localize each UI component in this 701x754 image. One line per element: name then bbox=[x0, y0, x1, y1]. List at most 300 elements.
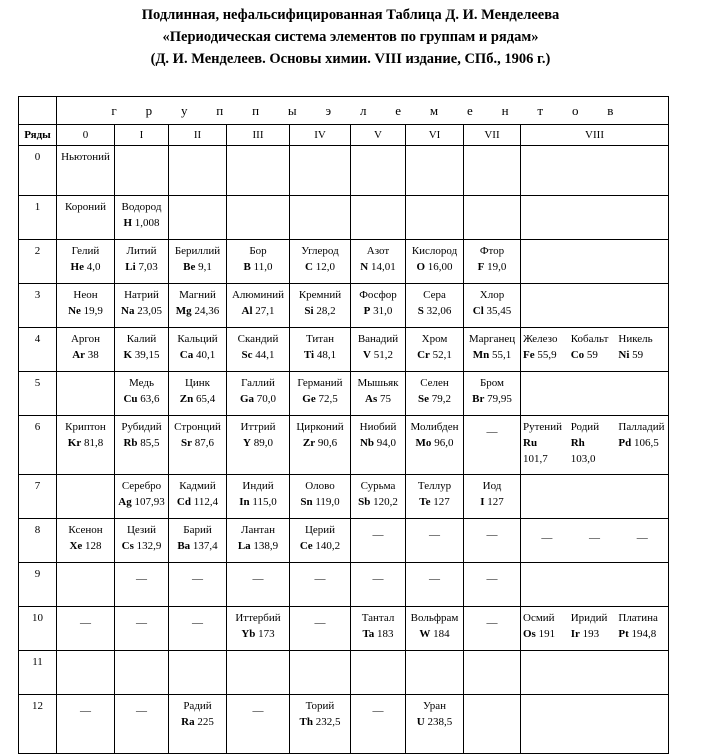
element-cell bbox=[227, 284, 290, 328]
element-symbol: Cd bbox=[176, 496, 191, 508]
empty-dash: — bbox=[636, 532, 648, 544]
element bbox=[169, 695, 226, 730]
atomic-mass: 12,0 bbox=[315, 261, 335, 273]
element-cell bbox=[57, 475, 115, 519]
atomic-mass: 4,0 bbox=[86, 261, 101, 273]
element-symbol: Si bbox=[304, 305, 314, 317]
element-name: Хром bbox=[421, 333, 448, 345]
element-symbol-mass bbox=[229, 435, 287, 451]
atomic-mass: 63,6 bbox=[140, 393, 160, 405]
element-symbol-mass bbox=[466, 259, 518, 275]
element-cell bbox=[406, 695, 464, 754]
atomic-mass: 232,5 bbox=[315, 716, 341, 728]
table-row bbox=[19, 651, 669, 695]
element-cell bbox=[57, 146, 115, 196]
element-cell bbox=[351, 695, 406, 754]
element-cell bbox=[115, 416, 169, 475]
group-letter: н bbox=[501, 102, 509, 118]
row-number: 6 bbox=[19, 416, 57, 475]
element-symbol-mass bbox=[171, 714, 224, 730]
group-letter: ы bbox=[287, 102, 297, 118]
group-viii-cell bbox=[521, 196, 669, 240]
atomic-mass-line bbox=[523, 451, 571, 467]
atomic-mass: 52,1 bbox=[432, 349, 452, 361]
element-name: Алюминий bbox=[231, 289, 284, 301]
atomic-mass: 1,008 bbox=[134, 217, 160, 229]
element-cell bbox=[227, 519, 290, 563]
atomic-mass: 9,1 bbox=[198, 261, 212, 273]
element bbox=[290, 240, 350, 275]
element-name: Хлор bbox=[479, 289, 505, 301]
header-numbers-row bbox=[19, 125, 669, 146]
element-name: Цирконий bbox=[296, 421, 344, 433]
element-symbol-mass bbox=[408, 259, 461, 275]
atomic-mass: 81,8 bbox=[83, 437, 104, 449]
atomic-mass: 127 bbox=[433, 496, 450, 508]
element-symbol: Ru bbox=[523, 437, 538, 449]
atomic-mass: 184 bbox=[433, 628, 450, 640]
group-viii-cell bbox=[521, 372, 669, 416]
element-name: Короний bbox=[65, 201, 106, 213]
element-symbol: Cs bbox=[121, 540, 134, 552]
element-cell bbox=[290, 475, 351, 519]
atomic-mass: 24,36 bbox=[194, 305, 220, 317]
element-cell bbox=[227, 651, 290, 695]
group-viii-cell bbox=[521, 563, 669, 607]
element bbox=[351, 240, 405, 275]
atomic-mass: 59 bbox=[586, 349, 598, 361]
element bbox=[227, 607, 289, 642]
element-symbol: Kr bbox=[67, 437, 82, 449]
element-name: Лантан bbox=[241, 524, 275, 536]
element-name: Иридий bbox=[570, 612, 608, 624]
element-name: Вольфрам bbox=[410, 612, 459, 624]
element-name: Кобальт bbox=[570, 333, 609, 345]
atomic-mass: 59 bbox=[632, 349, 644, 361]
empty-dash: — bbox=[486, 426, 498, 438]
element-symbol-mass bbox=[408, 303, 461, 319]
element-cell bbox=[464, 607, 521, 651]
group-viii-cell bbox=[521, 240, 669, 284]
element-symbol: Pd bbox=[618, 437, 632, 449]
element-name: Теллур bbox=[417, 480, 452, 492]
element bbox=[406, 372, 463, 407]
element bbox=[169, 284, 226, 319]
element-cell bbox=[406, 651, 464, 695]
group-viii-dashes bbox=[521, 519, 668, 546]
group-viii-cell bbox=[521, 607, 669, 651]
element bbox=[57, 146, 114, 165]
element-cell bbox=[227, 372, 290, 416]
empty-dash: — bbox=[192, 617, 203, 629]
element-symbol-mass bbox=[618, 626, 666, 642]
element-symbol: Ti bbox=[303, 349, 315, 361]
element-cell bbox=[464, 416, 521, 475]
element bbox=[406, 240, 463, 275]
element-symbol-mass bbox=[292, 435, 348, 451]
element-cell bbox=[351, 607, 406, 651]
element-cell bbox=[290, 240, 351, 284]
element-name: Никель bbox=[618, 333, 653, 345]
element-name: Кадмий bbox=[179, 480, 216, 492]
atomic-mass: 44,1 bbox=[255, 349, 275, 361]
element-name: Селен bbox=[420, 377, 449, 389]
atomic-mass: 137,4 bbox=[192, 540, 218, 552]
element-symbol-mass bbox=[292, 714, 348, 730]
empty-dash: — bbox=[314, 573, 326, 585]
element-name: Ниобий bbox=[359, 421, 397, 433]
empty-dash: — bbox=[486, 529, 498, 541]
atomic-mass: 14,01 bbox=[370, 261, 396, 273]
title-block bbox=[0, 0, 701, 70]
element-cell bbox=[406, 563, 464, 607]
element bbox=[115, 372, 168, 407]
element bbox=[115, 519, 168, 554]
element-symbol-mass bbox=[229, 626, 287, 642]
element-name: Ксенон bbox=[68, 524, 103, 536]
element-symbol-mass bbox=[171, 538, 224, 554]
element-name: Иттербий bbox=[235, 612, 281, 624]
element bbox=[571, 331, 619, 363]
atomic-mass: 115,0 bbox=[252, 496, 277, 508]
element bbox=[406, 284, 463, 319]
element-symbol: Br bbox=[472, 393, 485, 405]
element bbox=[351, 284, 405, 319]
group-viii-elements bbox=[521, 416, 668, 467]
element-cell bbox=[406, 475, 464, 519]
element bbox=[406, 416, 463, 451]
element-symbol-mass bbox=[523, 626, 571, 642]
empty-dash: — bbox=[136, 705, 147, 717]
empty-dash: — bbox=[136, 617, 147, 629]
element bbox=[351, 607, 405, 642]
atomic-mass: 55,1 bbox=[492, 349, 512, 361]
element bbox=[351, 372, 405, 407]
element-symbol: Ba bbox=[177, 540, 191, 552]
row-number: 3 bbox=[19, 284, 57, 328]
atomic-mass: 85,5 bbox=[140, 437, 160, 449]
element bbox=[290, 372, 350, 407]
element bbox=[57, 328, 114, 363]
atomic-mass: 238,5 bbox=[427, 716, 453, 728]
row-number: 2 bbox=[19, 240, 57, 284]
element-symbol: Cr bbox=[417, 349, 430, 361]
element-cell bbox=[406, 328, 464, 372]
empty-dash: — bbox=[136, 573, 147, 585]
atomic-mass: 40,1 bbox=[195, 349, 216, 361]
table-row bbox=[19, 284, 669, 328]
element-symbol: K bbox=[123, 349, 133, 361]
element-symbol-mass bbox=[229, 347, 287, 363]
element-symbol-mass bbox=[117, 435, 166, 451]
element-name: Галлий bbox=[241, 377, 275, 389]
element-symbol-mass bbox=[408, 626, 461, 642]
element-cell bbox=[57, 284, 115, 328]
element-cell bbox=[227, 563, 290, 607]
element-cell bbox=[169, 196, 227, 240]
element-symbol: Ne bbox=[68, 305, 81, 317]
element-symbol: Rb bbox=[123, 437, 138, 449]
table-row bbox=[19, 240, 669, 284]
element-symbol-mass bbox=[292, 259, 348, 275]
element-cell bbox=[351, 563, 406, 607]
element-cell bbox=[351, 146, 406, 196]
table-row bbox=[19, 416, 669, 475]
element bbox=[351, 416, 405, 451]
group-letter: м bbox=[429, 102, 439, 118]
group-letter: е bbox=[466, 102, 473, 118]
element-symbol-mass bbox=[353, 303, 403, 319]
element-symbol: He bbox=[70, 261, 84, 273]
element-cell bbox=[227, 475, 290, 519]
atomic-mass: 23,05 bbox=[137, 305, 162, 317]
element-cell bbox=[290, 563, 351, 607]
atomic-mass-line bbox=[571, 451, 619, 467]
element bbox=[227, 372, 289, 407]
element bbox=[57, 240, 114, 275]
empty-dash: — bbox=[429, 573, 440, 585]
table-row bbox=[19, 328, 669, 372]
element-name: Цинк bbox=[184, 377, 211, 389]
element-cell bbox=[464, 240, 521, 284]
element-name: Палладий bbox=[618, 421, 665, 433]
element-cell bbox=[351, 196, 406, 240]
element-symbol-mass bbox=[523, 347, 571, 363]
element-symbol: Y bbox=[243, 437, 251, 449]
element-cell bbox=[351, 475, 406, 519]
element-name: Рубидий bbox=[121, 421, 162, 433]
element-cell bbox=[227, 240, 290, 284]
element-symbol-mass bbox=[408, 435, 461, 451]
element-symbol-mass bbox=[229, 494, 287, 510]
element-cell bbox=[169, 146, 227, 196]
element-cell bbox=[115, 695, 169, 754]
element-name: Серебро bbox=[121, 480, 162, 492]
element-symbol: Se bbox=[418, 393, 429, 405]
element-name: Медь bbox=[129, 377, 154, 389]
element bbox=[227, 475, 289, 510]
element-cell bbox=[115, 607, 169, 651]
element bbox=[290, 475, 350, 510]
element-cell bbox=[115, 240, 169, 284]
element-symbol-mass bbox=[353, 435, 403, 451]
table-row bbox=[19, 563, 669, 607]
element-name: Бром bbox=[479, 377, 505, 389]
element-name: Мышьяк bbox=[357, 377, 399, 389]
element-symbol-mass bbox=[117, 347, 166, 363]
group-number-IV: IV bbox=[290, 125, 351, 146]
element-cell bbox=[406, 372, 464, 416]
group-number-V: V bbox=[351, 125, 406, 146]
element-cell bbox=[464, 563, 521, 607]
atomic-mass: 65,4 bbox=[195, 393, 216, 405]
element bbox=[115, 196, 168, 231]
atomic-mass: 16,00 bbox=[427, 261, 453, 273]
element-cell bbox=[290, 519, 351, 563]
element bbox=[169, 475, 226, 510]
element-name: Индий bbox=[242, 480, 274, 492]
atomic-mass: 51,2 bbox=[373, 349, 393, 361]
element-symbol-mass bbox=[117, 538, 166, 554]
element-name: Криптон bbox=[65, 421, 106, 433]
element-cell bbox=[115, 651, 169, 695]
element bbox=[227, 240, 289, 275]
row-number: 12 bbox=[19, 695, 57, 754]
empty-dash: — bbox=[314, 617, 326, 629]
element-symbol-mass bbox=[571, 435, 619, 451]
atomic-mass: 128 bbox=[85, 540, 102, 552]
element-symbol-mass bbox=[229, 538, 287, 554]
element-cell bbox=[115, 475, 169, 519]
element-symbol: La bbox=[237, 540, 251, 552]
element bbox=[57, 416, 114, 451]
group-letter: у bbox=[180, 102, 188, 118]
atomic-mass: 19,0 bbox=[487, 261, 507, 273]
element-symbol: Zn bbox=[179, 393, 194, 405]
element-cell bbox=[464, 651, 521, 695]
header-corner bbox=[19, 97, 57, 125]
element bbox=[115, 240, 168, 275]
element-cell bbox=[227, 416, 290, 475]
element bbox=[464, 372, 520, 407]
atomic-mass: 138,9 bbox=[253, 540, 279, 552]
atomic-mass: 119,0 bbox=[315, 496, 340, 508]
atomic-mass: 19,9 bbox=[83, 305, 103, 317]
element bbox=[571, 610, 619, 642]
element-name: Азот bbox=[366, 245, 390, 257]
atomic-mass: 191 bbox=[538, 628, 556, 640]
element bbox=[290, 519, 350, 554]
table-row bbox=[19, 519, 669, 563]
atomic-mass: 96,0 bbox=[434, 437, 454, 449]
element bbox=[227, 416, 289, 451]
element-cell bbox=[169, 475, 227, 519]
element-cell bbox=[464, 328, 521, 372]
element-symbol-mass bbox=[353, 259, 403, 275]
element-cell bbox=[406, 196, 464, 240]
element-cell bbox=[351, 651, 406, 695]
group-letter: г bbox=[111, 102, 117, 118]
atomic-mass: 28,2 bbox=[316, 305, 336, 317]
element-cell bbox=[57, 240, 115, 284]
element-symbol-mass bbox=[229, 391, 287, 407]
element-symbol: Ge bbox=[302, 393, 316, 405]
element-cell bbox=[406, 146, 464, 196]
header-groups-row bbox=[19, 97, 669, 125]
element bbox=[464, 284, 520, 319]
element-name: Цезий bbox=[126, 524, 157, 536]
element bbox=[290, 695, 350, 730]
element-symbol-mass bbox=[408, 494, 461, 510]
element-symbol-mass bbox=[353, 626, 403, 642]
element-cell bbox=[169, 695, 227, 754]
group-viii-cell bbox=[521, 519, 669, 563]
element-name: Иттрий bbox=[240, 421, 276, 433]
table-row bbox=[19, 475, 669, 519]
element-symbol: Ra bbox=[181, 716, 195, 728]
element-name: Литий bbox=[126, 245, 157, 257]
atomic-mass: 132,9 bbox=[136, 540, 162, 552]
group-letter: р bbox=[145, 102, 153, 118]
element-cell bbox=[169, 372, 227, 416]
element-name: Бор bbox=[249, 245, 267, 257]
element-symbol-mass bbox=[292, 347, 348, 363]
element-cell bbox=[351, 519, 406, 563]
element bbox=[169, 240, 226, 275]
element-symbol: Ni bbox=[618, 349, 630, 361]
element bbox=[618, 331, 666, 363]
element-symbol: In bbox=[239, 496, 250, 508]
element-cell bbox=[57, 695, 115, 754]
element-cell bbox=[169, 519, 227, 563]
empty-dash: — bbox=[252, 705, 264, 717]
element-symbol: Os bbox=[523, 628, 536, 640]
element-symbol: Sb bbox=[358, 496, 371, 508]
element-symbol: Ir bbox=[570, 628, 580, 640]
empty-dash: — bbox=[372, 705, 384, 717]
element-name: Кислород bbox=[411, 245, 458, 257]
element-name: Платина bbox=[618, 612, 658, 624]
element-name: Церий bbox=[304, 524, 336, 536]
group-number-III: III bbox=[227, 125, 290, 146]
element-cell bbox=[57, 563, 115, 607]
element-symbol-mass bbox=[353, 391, 403, 407]
element-name: Олово bbox=[305, 480, 335, 492]
atomic-mass: 173 bbox=[258, 628, 275, 640]
atomic-mass: 90,6 bbox=[317, 437, 338, 449]
element-cell bbox=[464, 475, 521, 519]
row-number: 0 bbox=[19, 146, 57, 196]
element-name: Калий bbox=[126, 333, 157, 345]
element-symbol: Sc bbox=[241, 349, 253, 361]
element-symbol: Mn bbox=[472, 349, 490, 361]
element-cell bbox=[227, 146, 290, 196]
periodic-table bbox=[18, 96, 669, 754]
group-letter: п bbox=[252, 102, 260, 118]
atomic-mass: 75 bbox=[379, 393, 391, 405]
element-cell bbox=[115, 328, 169, 372]
element-symbol: Cu bbox=[123, 393, 138, 405]
element bbox=[523, 610, 571, 642]
element-symbol-mass bbox=[117, 215, 166, 231]
atomic-mass: 79,95 bbox=[487, 393, 512, 405]
element-symbol: U bbox=[416, 716, 425, 728]
element-cell bbox=[57, 607, 115, 651]
element-name: Фосфор bbox=[359, 289, 397, 301]
element-cell bbox=[169, 240, 227, 284]
empty-dash: — bbox=[429, 529, 440, 541]
element-symbol-mass bbox=[571, 626, 619, 642]
empty-dash: — bbox=[541, 532, 553, 544]
row-number: 5 bbox=[19, 372, 57, 416]
group-viii-cell bbox=[521, 475, 669, 519]
element bbox=[169, 328, 226, 363]
atomic-mass: 194,8 bbox=[631, 628, 657, 640]
element-symbol-mass bbox=[171, 259, 224, 275]
element-symbol-mass bbox=[618, 435, 666, 451]
group-viii-cell bbox=[521, 284, 669, 328]
atomic-mass: 31,0 bbox=[373, 305, 393, 317]
element-cell bbox=[290, 372, 351, 416]
element-symbol: Ca bbox=[179, 349, 194, 361]
element-symbol-mass bbox=[408, 347, 461, 363]
element-symbol-mass bbox=[171, 391, 224, 407]
element-symbol: H bbox=[123, 217, 133, 229]
atomic-mass: 32,06 bbox=[426, 305, 452, 317]
element-symbol: Xe bbox=[69, 540, 83, 552]
group-number-II: II bbox=[169, 125, 227, 146]
element-cell bbox=[115, 146, 169, 196]
